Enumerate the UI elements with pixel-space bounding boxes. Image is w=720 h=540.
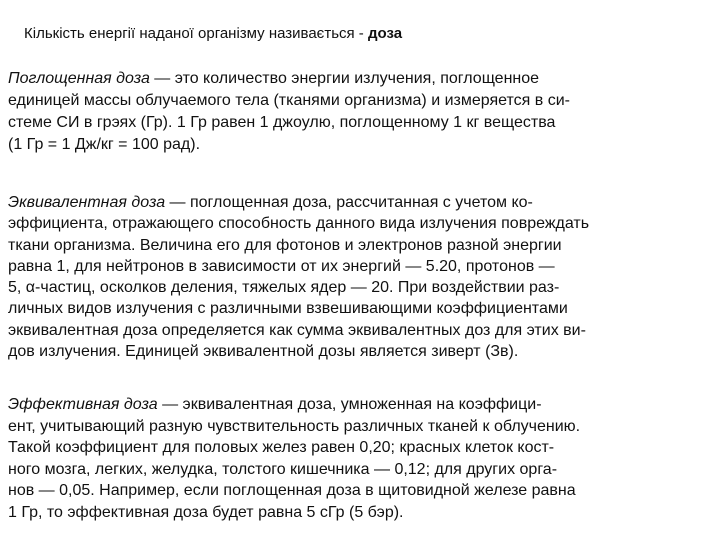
- paragraph-line: единицей массы облучаемого тела (тканями организма) и измеряется в си-: [8, 92, 570, 109]
- paragraph-line: Поглощенная доза — это количество энергии излучения, поглощенное: [8, 70, 540, 87]
- paragraph-line: равна 1, для нейтронов в зависимости от их энергий — 5.20, протонов —: [8, 257, 555, 275]
- paragraph-line: стеме СИ в грэях (Гр). 1 Гр равен 1 джоулю, поглощенному 1 кг вещества: [8, 114, 556, 131]
- term-absorbed-dose: Поглощенная доза: [8, 70, 150, 87]
- paragraph-line: личных видов излучения с различными взвешивающими коэффициентами: [8, 300, 568, 318]
- paragraph-line: эквивалентная доза определяется как сумма эквивалентных доз для этих ви-: [8, 321, 586, 339]
- paragraph-line: ент, учитывающий разную чувствительность различных тканей к облучению.: [8, 417, 581, 435]
- paragraph-line: Такой коэффициент для половых желез равен 0,20; красных клеток кост-: [8, 439, 555, 457]
- paragraph-line: Эффективная доза — эквивалентная доза, умноженная на коэффици-: [8, 396, 542, 413]
- paragraph-line: ного мозга, легких, желудка, толстого кишечника — 0,12; для других орга-: [8, 460, 558, 478]
- paragraph-line: нов — 0,05. Например, если поглощенная доза в щитовидной железе равна: [8, 482, 576, 500]
- paragraph-line: дов излучения. Единицей эквивалентной дозы является зиверт (Зв).: [8, 343, 519, 361]
- paragraph-line: (1 Гр = 1 Дж/кг = 100 рад).: [8, 136, 201, 153]
- title-text: Кількість енергії наданої організму називається -: [24, 25, 368, 42]
- paragraph-line: Эквивалентная доза — поглощенная доза, рассчитанная с учетом ко-: [8, 194, 533, 211]
- paragraph-line: 1 Гр, то эффективная доза будет равна 5 сГр (5 бэр).: [8, 503, 404, 521]
- term-equivalent-dose: Эквивалентная доза: [8, 194, 166, 211]
- paragraph-effective-dose: [8, 394, 714, 524]
- paragraph-equivalent-dose: [8, 192, 714, 362]
- paragraph-line: 5, α-частиц, осколков деления, тяжелых ядер — 20. При воздействии раз-: [8, 279, 560, 297]
- title-emphasis: доза: [367, 25, 403, 42]
- paragraph-absorbed-dose: [8, 68, 714, 156]
- paragraph-line: ткани организма. Величина его для фотонов и электронов разной энергии: [8, 236, 562, 254]
- term-effective-dose: Эффективная доза: [8, 396, 158, 413]
- paragraph-line: эффициента, отражающего способность данного вида излучения повреждать: [8, 215, 590, 233]
- page-title: [24, 24, 402, 44]
